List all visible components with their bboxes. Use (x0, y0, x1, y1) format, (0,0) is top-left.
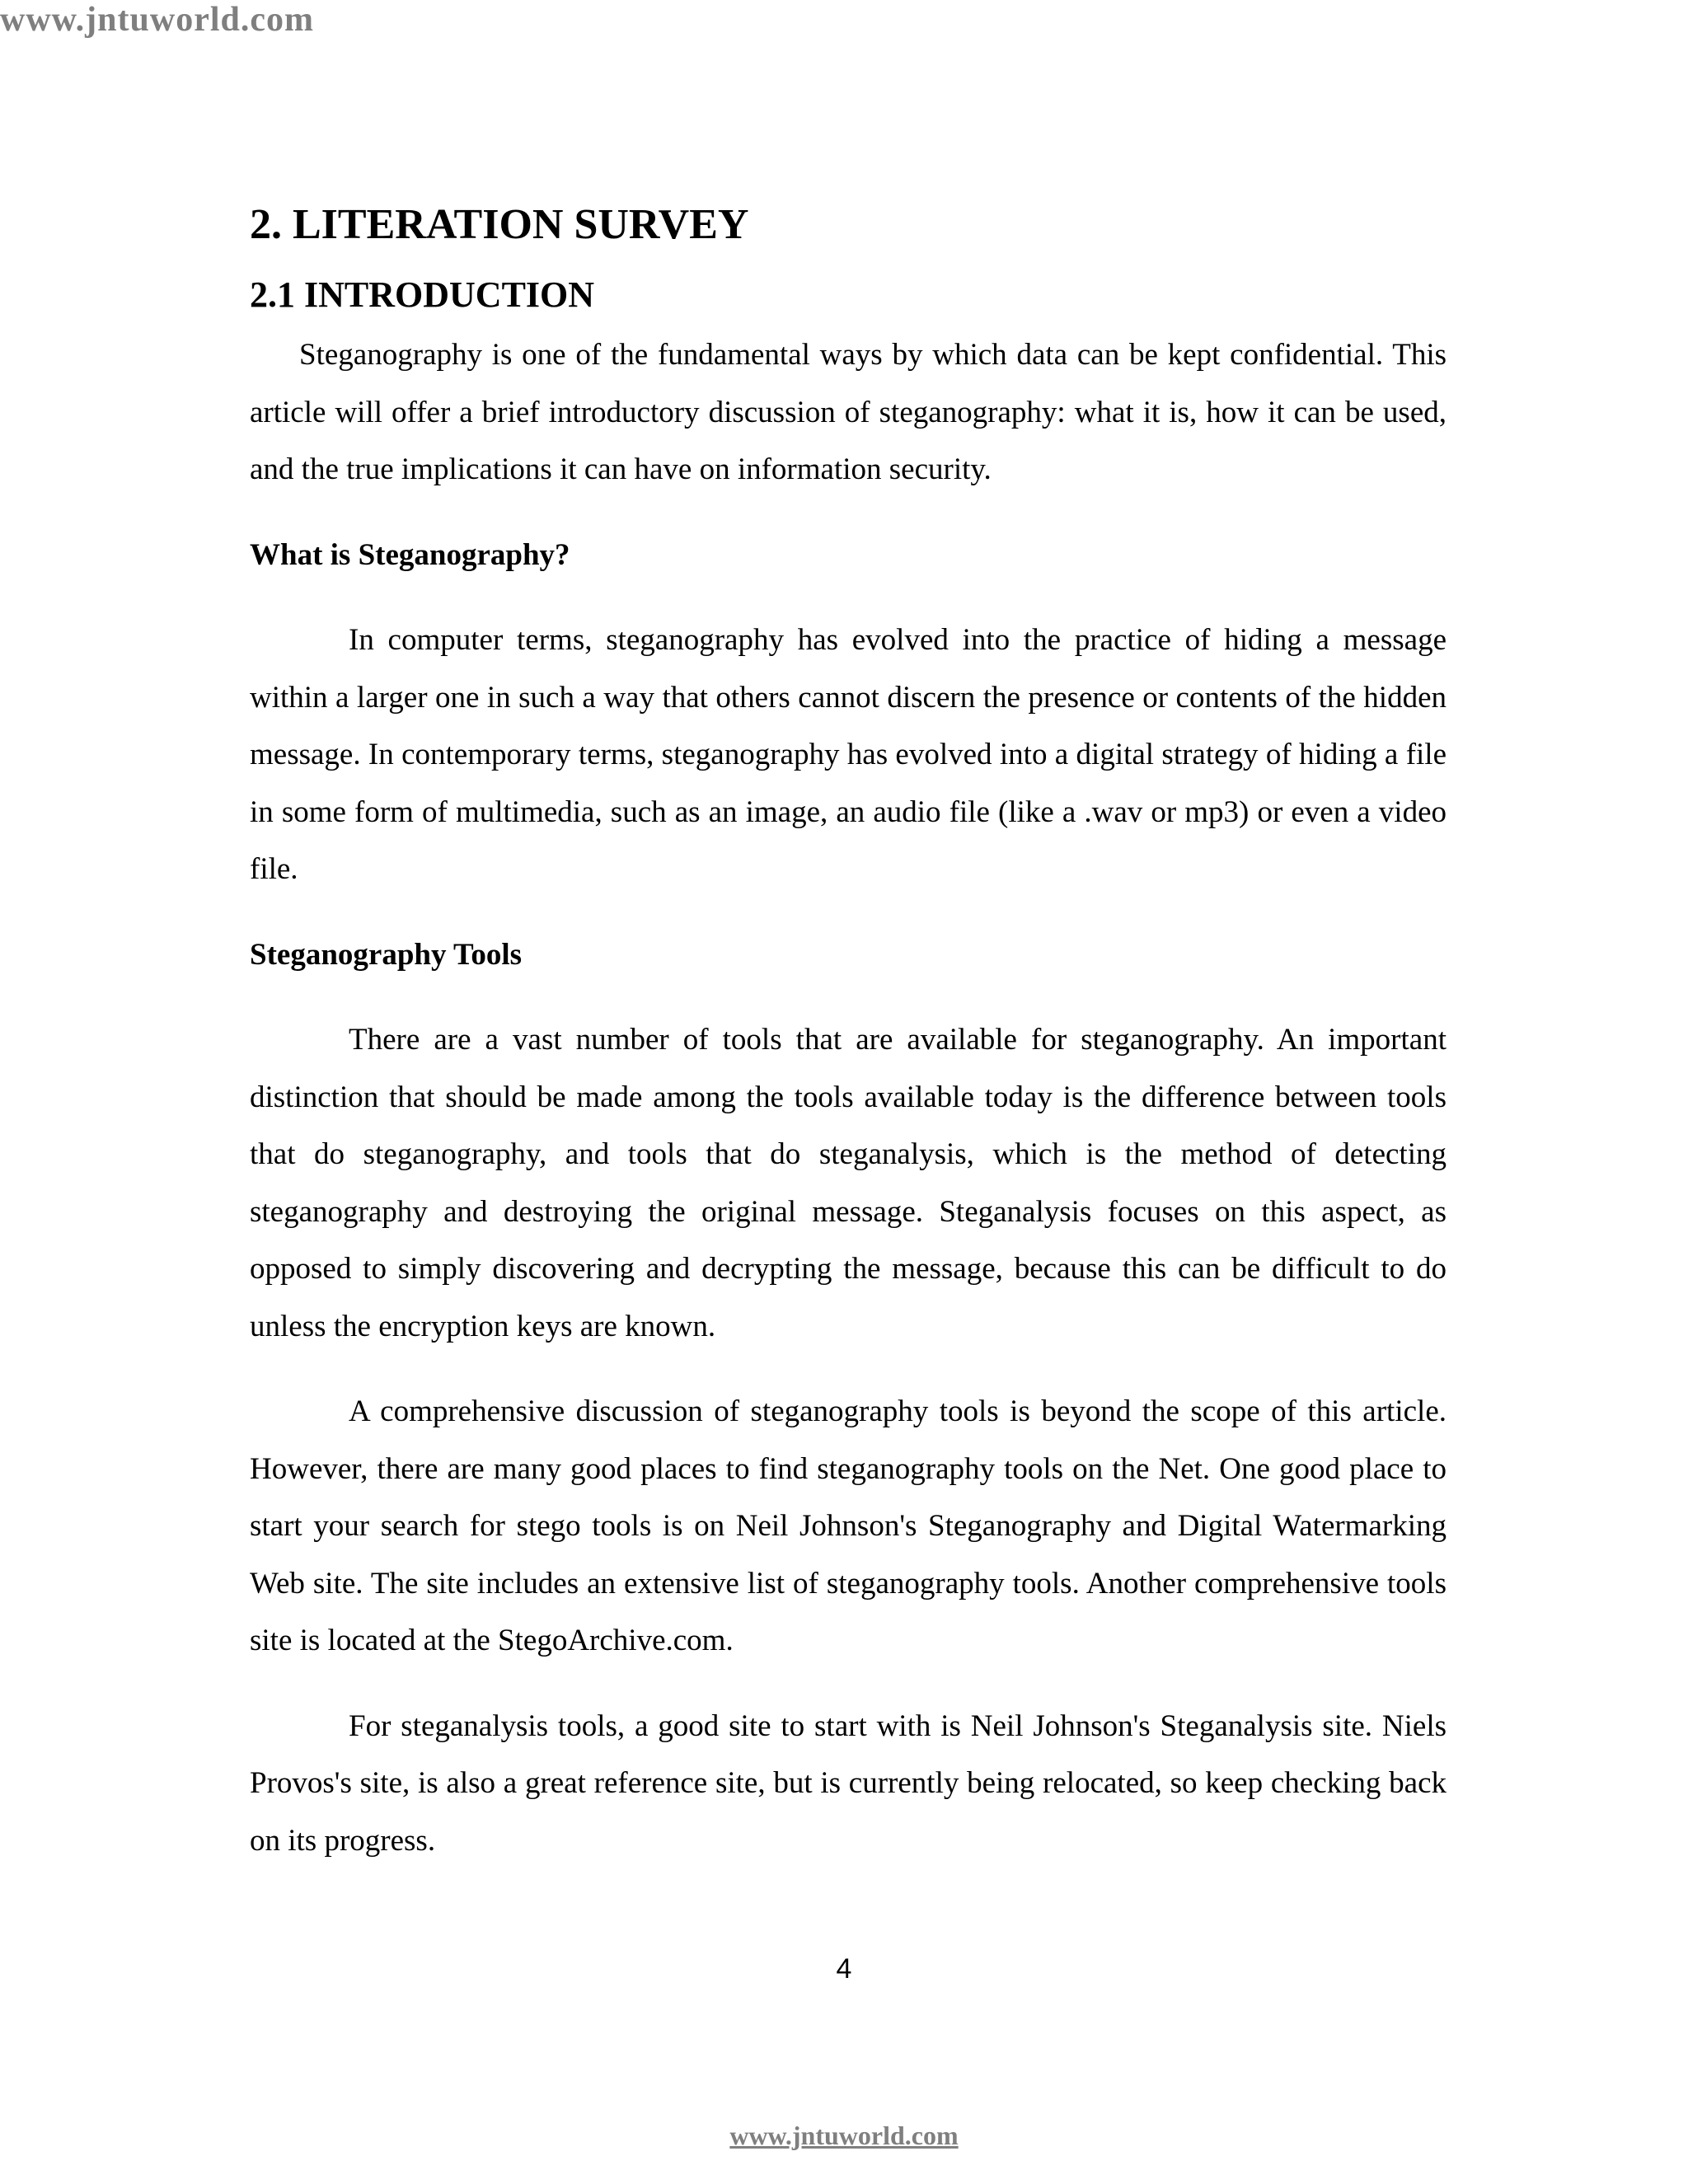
intro-paragraph: Steganography is one of the fundamental ways by which data can be kept confidential. This article will offer a brief introductory discussion of steganography: what it is, how it can be used, and the true implications it can have on information security. (250, 338, 1447, 486)
subsection-heading-tools: Steganography Tools (250, 937, 523, 972)
subsection-heading-what-is: What is Steganography? (250, 537, 570, 572)
page-number: 4 (836, 1953, 852, 1985)
paragraph-tools-3: For steganalysis tools, a good site to start with is Neil Johnson's Steganalysis site. Niels Provos's site, is also a great reference site, but is currently being relocated, so keep checking back on its progress. (250, 1708, 1447, 1858)
page-content (250, 196, 1447, 1869)
watermark-bottom-link[interactable]: www.jntuworld.com (729, 2121, 959, 2150)
paragraph-tools-2: A comprehensive discussion of steganography tools is beyond the scope of this article. However, there are many good places to find steganography tools on the Net. One good place to start your search for stego tools is on Neil Johnson's Steganography and Digital Watermarking Web site. The site includes an extensive list of steganography tools. Another comprehensive tools site is located at the StegoArchive.com. (250, 1394, 1447, 1657)
paragraph-tools-1: There are a vast number of tools that are available for steganography. An important distinction that should be made among the tools available today is the difference between tools that do steganography, and tools that do steganalysis, which is the method of detecting steganography and destroying the original message. Steganalysis focuses on this aspect, as opposed to simply discovering and decrypting the message, because this can be difficult to do unless the encryption keys are known. (250, 1023, 1447, 1343)
watermark-top: www.jntuworld.com (0, 1, 314, 39)
section-title: 2.1 INTRODUCTION (250, 274, 595, 315)
chapter-title: 2. LITERATION SURVEY (250, 201, 749, 248)
paragraph-what-is: In computer terms, steganography has evolved into the practice of hiding a message within a larger one in such a way that others cannot discern the presence or contents of the hidden message. In contemporary terms, steganography has evolved into a digital strategy of hiding a file in some form of multimedia, such as an image, an audio file (like a .wav or mp3) or even a video file. (250, 623, 1447, 886)
